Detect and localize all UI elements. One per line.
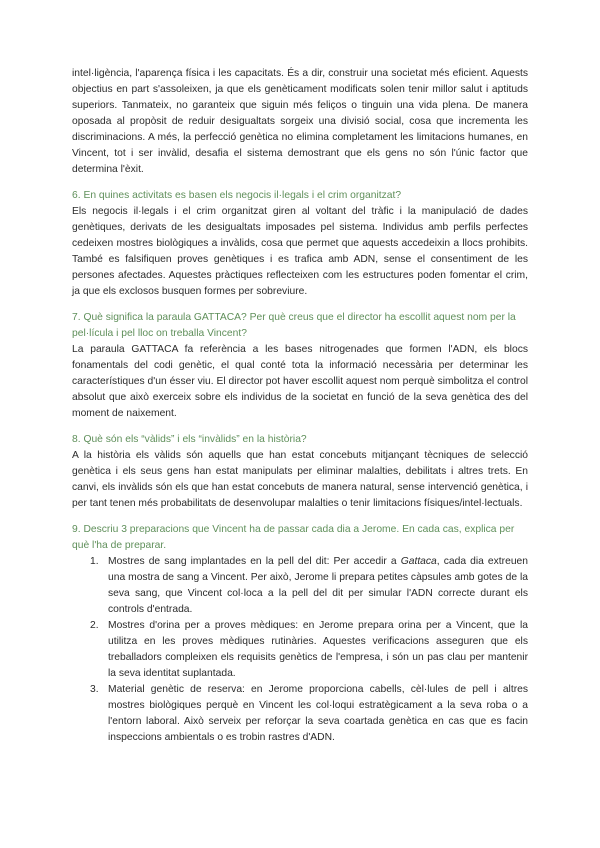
list-item-italic: Gattaca [400,556,437,567]
question-heading: 7. Què significa la paraula GATTACA? Per què creus que el director ha escollit aquest nom per la pel·lícula i pel lloc on treballa Vincent? [72,312,516,339]
preparations-list [72,554,528,746]
list-number: 2. [90,620,99,631]
list-item [72,618,528,682]
answer-paragraph: Els negocis il·legals i el crim organitzat giren al voltant del tràfic i la manipulació de dades genètiques, derivats de les desigualtats imposades pel sistema. Individus amb perfils perfectes cedeixen mostres biològiques a invàlids, cosa que permet que aquests accedeixin a llocs prohibits. També es falsifiquen proves genètiques i es trafica amb ADN, sense el consentiment de les persones afectades. Aquestes pràctiques reflecteixen com les estructures poden fomentar el crim, ja que els exclosos busquen formes per sobreviure. [72,206,528,297]
question-9-section [72,522,528,746]
list-item-lead: Mostres d'orina per a proves mèdiques: en Jerome prepara orina per a Vincent, que la utilitza en les proves mèdiques rutinàries. Aquestes verificacions asseguren que els treballadors compleixen els requisits genètics de l'empresa, i són un pas clau per mantenir la seva identitat suplantada. [108,620,528,679]
question-6-section [72,188,528,300]
question-7-section [72,310,528,422]
document-page [72,66,528,756]
list-item-lead: Mostres de sang implantades en la pell del dit: Per accedir a [108,556,401,567]
answer-paragraph: A la història els vàlids són aquells que han estat concebuts mitjançant tècniques de selecció genètica i els seus gens han estat manipulats per eliminar malalties, debilitats i altres trets. En canvi, els invàlids són els que han estat concebuts de manera natural, sense intervenció genètica, i per tant tenen més probabilitats de desenvolupar malalties o tenir limitacions físiques/intel·lectuals. [72,450,528,509]
question-heading: 8. Què són els “vàlids” i els “invàlids” en la història? [72,434,307,445]
list-number: 3. [90,684,99,695]
list-item [72,682,528,746]
intro-section [72,66,528,178]
question-heading: 6. En quines activitats es basen els negocis il·legals i el crim organitzat? [72,190,402,201]
list-item-rest: , cada dia extreuen una mostra de sang a Vincent. Per això, Jerome li prepara petites càpsules amb gotes de la seva sang, que Vincent col·loca a la pell del dit per simular l'ADN correcte durant els controls d'entrada. [108,556,528,615]
answer-paragraph: La paraula GATTACA fa referència a les bases nitrogenades que formen l'ADN, els blocs fonamentals del codi genètic, el qual conté tota la informació necessària per determinar les característiques d'un ésser viu. El director pot haver escollit aquest nom perquè simbolitza el control absolut que això exerceix sobre els individus de la societat en funció de la seva genètica des del moment de naixement. [72,344,528,419]
question-8-section [72,432,528,512]
question-heading: 9. Descriu 3 preparacions que Vincent ha de passar cada dia a Jerome. En cada cas, explica per què l'ha de preparar. [72,524,515,551]
list-number: 1. [90,556,99,567]
intro-paragraph: intel·ligència, l'aparença física i les capacitats. És a dir, construir una societat més eficient. Aquests objectius en part s'assoleixen, ja que els genèticament modificats solen tenir millor salut i aptituds superiors. Tanmateix, no garanteix que siguin més feliços o tinguin una vida plena. De manera oposada al propòsit de reduir desigualtats sorgeix una divisió social, cosa que incrementa les discriminacions. A més, la perfecció genètica no elimina completament les limitacions humanes, en Vincent, tot i ser invàlid, desafia el sistema demostrant que els gens no són l'únic factor que determina l'èxit. [72,68,528,175]
list-item-lead: Material genètic de reserva: en Jerome proporciona cabells, cèl·lules de pell i altres mostres biològiques perquè en Vincent les col·loqui estratègicament a la seva roba o a l'entorn laboral. Això serveix per reforçar la seva coartada genètica en cas que es facin inspeccions ambientals o es trobin rastres d'ADN. [108,684,528,743]
list-item [72,554,528,618]
